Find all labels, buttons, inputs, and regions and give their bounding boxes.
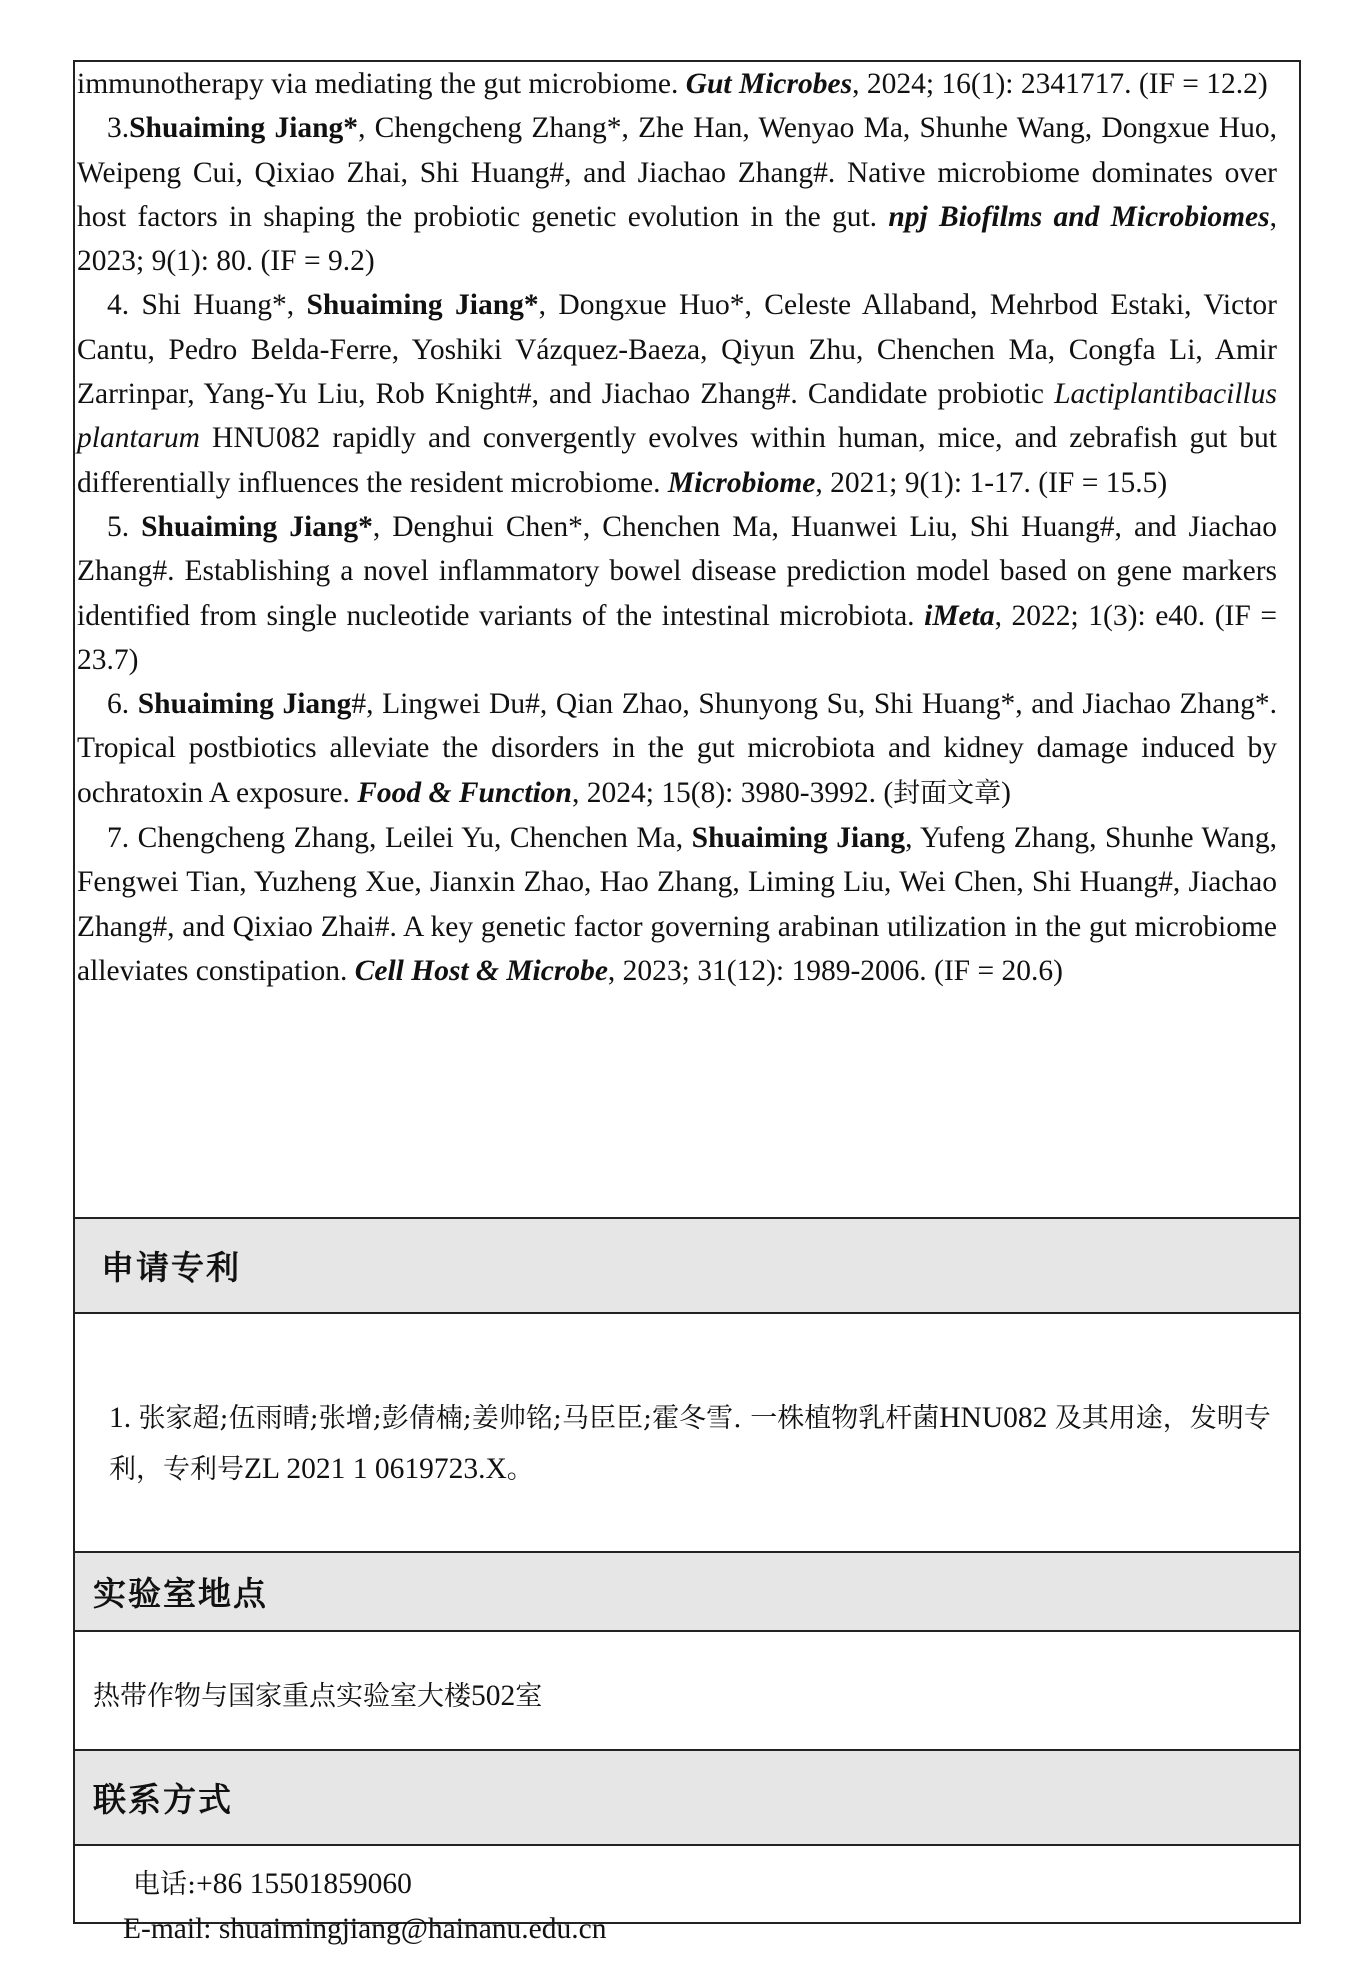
publication-4 [77,283,1277,504]
text-run: Microbiome [667,466,816,499]
text-run: 及其用途，发明专利，专利号 [109,1403,1271,1485]
patents-heading: 申请专利 [75,1217,1299,1314]
text-run: Food & Function [357,776,572,809]
text-run: HNU082 [939,1402,1055,1434]
publications-section [75,62,1299,1217]
text-run: 502 [471,1680,516,1712]
text-run: 张家超;伍雨晴;张增;彭倩楠;姜帅铭;马臣臣;霍冬雪. 一株植物乳杆菌 [138,1403,940,1434]
text-run: #, Lingwei Du#, Qian Zhao, Shunyong Su, Shi Huang*, and Jiachao Zhang*. Tropical postbiotics alleviate the disorders in the gut microbiota and kidney damage induced by ochratoxin A exposure. [77,688,1277,809]
text-run: Shuaiming Jiang [137,688,352,721]
publication-7 [77,816,1277,993]
text-run: Shuaiming Jiang* [129,112,359,145]
text-run: 5. [107,510,142,543]
text-run: , 2022; 1(3): e40. (IF = 23.7) [77,599,1277,676]
text-run: 室 [515,1681,543,1712]
text-run: 1. [109,1402,139,1434]
text-run: , Yufeng Zhang, Shunhe Wang, Fengwei Tian, Yuzheng Xue, Jianxin Zhao, Hao Zhang, Liming Liu, Wei Chen, Shi Huang#, Jiachao Zhang#, and Qixiao Zhai#. A key genetic factor governing arabinan utilization in the gut microbiome alleviates constipation. [77,822,1277,987]
text-run: 电话: [133,1869,197,1900]
text-run: npj Biofilms and Microbiomes [888,200,1270,233]
text-run: iMeta [924,599,995,632]
text-run: 3. [107,112,130,145]
text-run: Shuaiming Jiang* [141,510,373,543]
text-run: immunotherapy via mediating the gut microbiome. [77,68,686,100]
text-run: , 2023; 9(1): 80. (IF = 9.2) [77,200,1277,278]
lab-location-heading: 实验室地点 [75,1551,1299,1632]
contact-body [75,1846,1299,1945]
text-run: , 2024; 15(8): 3980-3992. ( [571,776,894,809]
text-run: , 2024; 16(1): 2341717. (IF = 12.2) [852,68,1268,100]
text-run: Gut Microbes [685,68,853,100]
text-run: HNU082 rapidly and convergently evolves within human, mice, and zebrafish gut but differentially influences the resident microbiome. [77,422,1277,499]
patent-item-1 [75,1314,1299,1551]
publication-3 [77,106,1277,283]
text-run: Shuaiming Jiang* [306,289,539,322]
publication-2-continued [77,62,1277,106]
text-run: , Dongxue Huo*, Celeste Allaband, Mehrbod Estaki, Victor Cantu, Pedro Belda-Ferre, Yoshiki Vázquez-Baeza, Qiyun Zhu, Chenchen Ma, Congfa Li, Amir Zarrinpar, Yang-Yu Liu, Rob Knight#, and Jiachao Zhang#. Candidate probiotic [77,289,1277,411]
text-run: 封面文章 [893,777,1002,809]
text-run: Cell Host & Microbe [354,954,608,987]
text-run: 6. [107,688,138,721]
text-run: 热带作物与国家重点实验室大楼 [93,1681,471,1712]
contact-email[interactable]: E-mail: shuaimingjiang@hainanu.edu.cn [123,1913,607,1945]
text-run: 7. Chengcheng Zhang, Leilei Yu, Chenchen Ma, [107,822,692,855]
document-frame [73,60,1301,1945]
text-run: +86 15501859060 [196,1868,412,1900]
text-run: 。 [506,1454,534,1485]
text-run: Lactiplantibacillus plantarum [77,378,1277,455]
text-run: ZL 2021 1 0619723.X [244,1453,507,1485]
text-run: , 2021; 9(1): 1-17. (IF = 15.5) [815,466,1168,499]
lab-address [75,1632,1299,1749]
text-run: , 2023; 31(12): 1989-2006. (IF = 20.6) [607,954,1063,987]
publication-6 [77,682,1277,816]
text-run: , Denghui Chen*, Chenchen Ma, Huanwei Liu, Shi Huang#, and Jiachao Zhang#. Establishing a novel inflammatory bowel disease prediction model based on gene markers identified from single nucleotide variants of the intestinal microbiota. [77,510,1278,632]
contact-heading: 联系方式 [75,1749,1299,1846]
text-run: Shuaiming Jiang [691,822,906,855]
text-run: , Chengcheng Zhang*, Zhe Han, Wenyao Ma, Shunhe Wang, Dongxue Huo, Weipeng Cui, Qixiao Zhai, Shi Huang#, and Jiachao Zhang#. Native microbiome dominates over host factors in shaping the probiotic genetic evolution in the gut. [77,112,1277,233]
text-run: ) [1001,776,1011,809]
text-run: 4. Shi Huang*, [107,289,307,322]
publication-5 [77,505,1277,682]
